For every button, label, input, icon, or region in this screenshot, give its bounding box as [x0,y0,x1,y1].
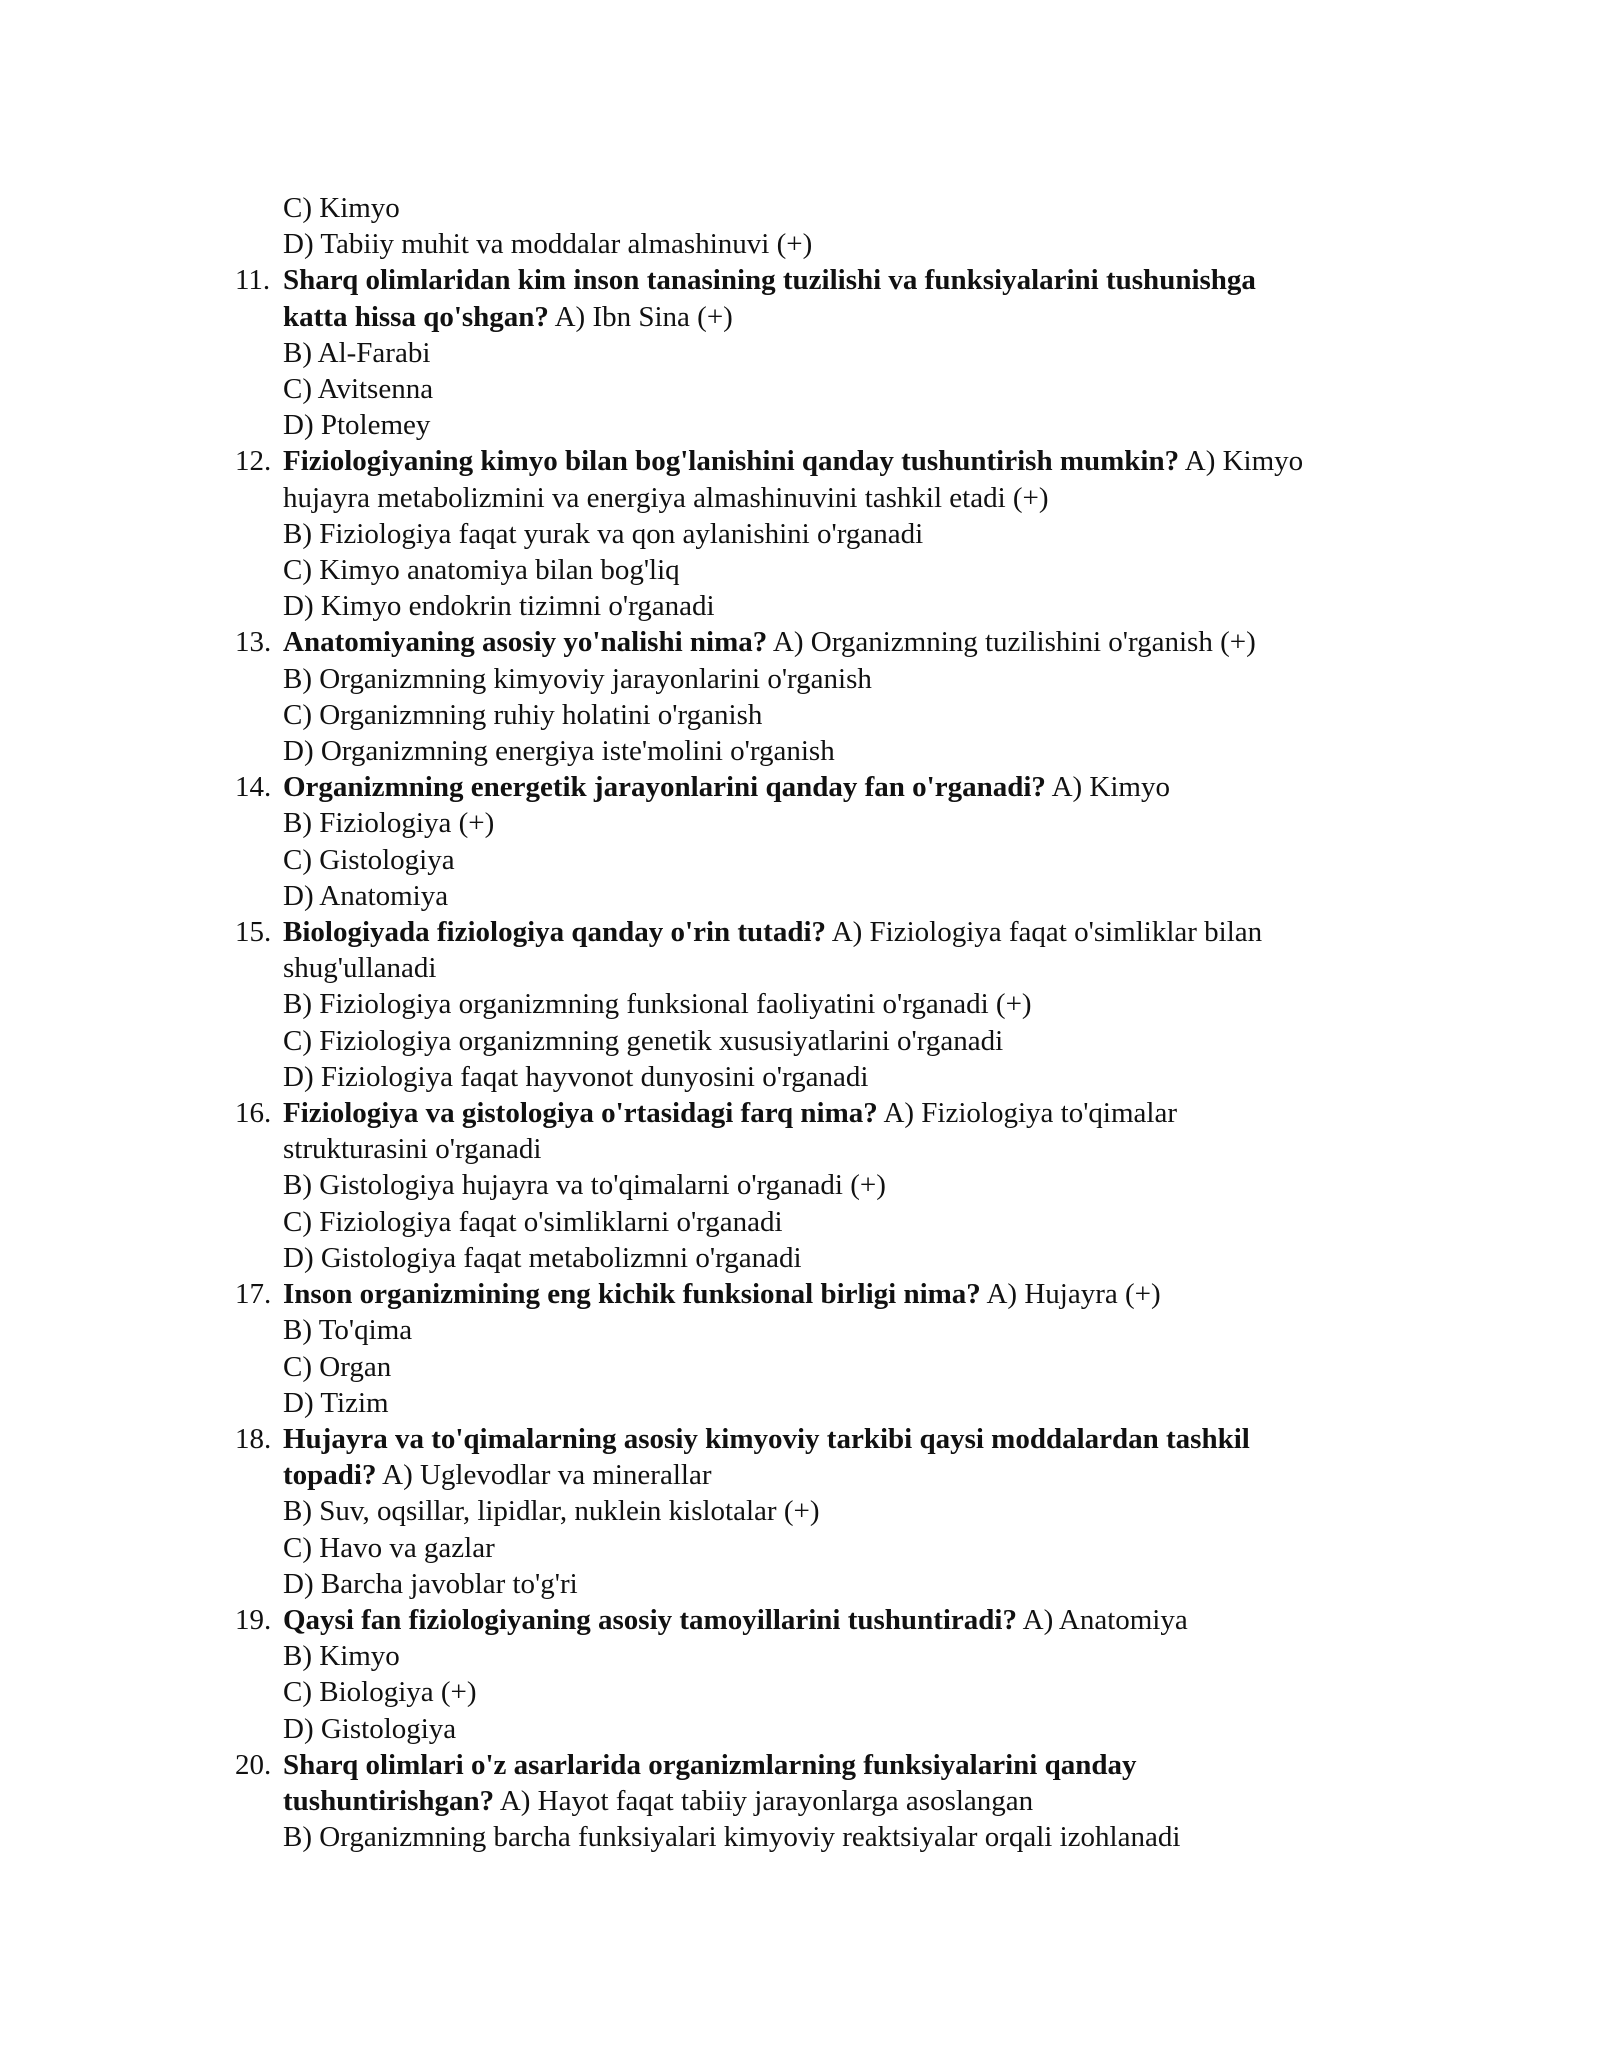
option-line: B) Gistologiya hujayra va to'qimalarni o'rganadi (+) [283,1169,886,1202]
question-item [235,1747,1413,1856]
option-a: A) Fiziologiya faqat o'simliklar bilan [831,916,1263,949]
question-item [235,769,1413,914]
question-list [235,190,1413,1855]
question-text: Hujayra va to'qimalarning asosiy kimyoviy tarkibi qaysi moddalardan tashkil [283,1422,1250,1455]
question-item [235,1421,1413,1602]
option-line: C) Gistologiya [283,843,455,876]
question-text: Qaysi fan fiziologiyaning asosiy tamoyillarini tushuntiradi? [283,1603,1017,1636]
option-line: C) Fiziologiya faqat o'simliklarni o'rganadi [283,1205,783,1238]
question-number: 14. [235,771,272,804]
option-line: D) Anatomiya [283,879,449,912]
option-a-continued: shug'ullanadi [283,952,437,985]
option-line: D) Ptolemey [283,409,431,442]
question-item [235,1095,1413,1276]
question-number: 16. [235,1097,272,1130]
option-line: D) Barcha javoblar to'g'ri [283,1567,578,1600]
option-a: A) Hayot faqat tabiiy jarayonlarga asoslangan [499,1784,1034,1817]
question-item [235,262,1413,443]
option-line: C) Havo va gazlar [283,1531,495,1564]
option-a: A) Ibn Sina (+) [554,300,733,333]
option-line: C) Organizmning ruhiy holatini o'rganish [283,698,763,731]
option-line: B) Organizmning barcha funksiyalari kimyoviy reaktsiyalar orqali izohlanadi [283,1821,1181,1854]
option-line: D) Tabiiy muhit va moddalar almashinuvi (+) [283,228,813,261]
option-line: D) Gistologiya [283,1712,457,1745]
question-number: 15. [235,916,272,949]
option-a: A) Uglevodlar va minerallar [382,1459,712,1492]
question-text: katta hissa qo'shgan? [283,300,549,333]
option-line: B) Fiziologiya faqat yurak va qon aylanishini o'rganadi [283,517,924,550]
option-line: C) Biologiya (+) [283,1676,477,1709]
question-number: 18. [235,1422,272,1455]
option-line: B) Fiziologiya (+) [283,807,495,840]
option-line: D) Tizim [283,1386,389,1419]
option-line: C) Kimyo [283,192,400,224]
option-a: A) Anatomiya [1022,1603,1188,1636]
question-item [235,624,1413,769]
option-line: B) Al-Farabi [283,336,431,369]
question-number: 19. [235,1603,272,1636]
question-text: Organizmning energetik jarayonlarini qanday fan o'rganadi? [283,771,1046,804]
option-line: C) Fiziologiya organizmning genetik xususiyatlarini o'rganadi [283,1024,1004,1057]
option-line: D) Gistologiya faqat metabolizmni o'rganadi [283,1241,802,1274]
option-line: D) Fiziologiya faqat hayvonot dunyosini o'rganadi [283,1060,869,1093]
question-text: Sharq olimlaridan kim inson tanasining tuzilishi va funksiyalarini tushunishga [283,264,1256,297]
question-text: Fiziologiyaning kimyo bilan bog'lanishini qanday tushuntirish mumkin? [283,445,1180,478]
question-item [235,443,1413,624]
question-number: 13. [235,626,272,659]
option-a: A) Kimyo [1184,445,1304,478]
option-line: C) Organ [283,1350,392,1383]
question-text: Anatomiyaning asosiy yo'nalishi nima? [283,626,768,659]
question-text: tushuntirishgan? [283,1784,495,1817]
option-line: C) Avitsenna [283,373,434,406]
question-number: 20. [235,1748,272,1781]
option-line: B) Kimyo [283,1640,400,1673]
question-text: Biologiyada fiziologiya qanday o'rin tutadi? [283,916,827,949]
question-text: Inson organizmining eng kichik funksional birligi nima? [283,1278,981,1311]
question-text: Sharq olimlari o'z asarlarida organizmlarning funksiyalarini qanday [283,1748,1137,1781]
option-line: B) Fiziologiya organizmning funksional faoliyatini o'rganadi (+) [283,988,1032,1021]
option-a-continued: strukturasini o'rganadi [283,1133,542,1166]
question-number: 17. [235,1278,272,1311]
option-a: A) Fiziologiya to'qimalar [883,1097,1177,1130]
question-number: 12. [235,445,272,478]
question-number: 11. [235,264,271,297]
option-line: C) Kimyo anatomiya bilan bog'liq [283,554,680,587]
question-item [235,1276,1413,1421]
option-a: A) Organizmning tuzilishini o'rganish (+) [772,626,1256,659]
question-item [235,1602,1413,1747]
question-text: Fiziologiya va gistologiya o'rtasidagi farq nima? [283,1097,878,1130]
option-a: A) Hujayra (+) [986,1278,1161,1311]
option-a-continued: hujayra metabolizmini va energiya almashinuvini tashkil etadi (+) [283,481,1049,514]
option-a: A) Kimyo [1051,771,1170,804]
option-line: B) Organizmning kimyoviy jarayonlarini o'rganish [283,662,872,695]
option-line: B) Suv, oqsillar, lipidlar, nuklein kislotalar (+) [283,1495,820,1528]
option-line: D) Organizmning energiya iste'molini o'rganish [283,735,835,768]
option-line: B) To'qima [283,1314,413,1347]
question-text: topadi? [283,1459,377,1492]
question-item [235,914,1413,1095]
option-line: D) Kimyo endokrin tizimni o'rganadi [283,590,715,623]
